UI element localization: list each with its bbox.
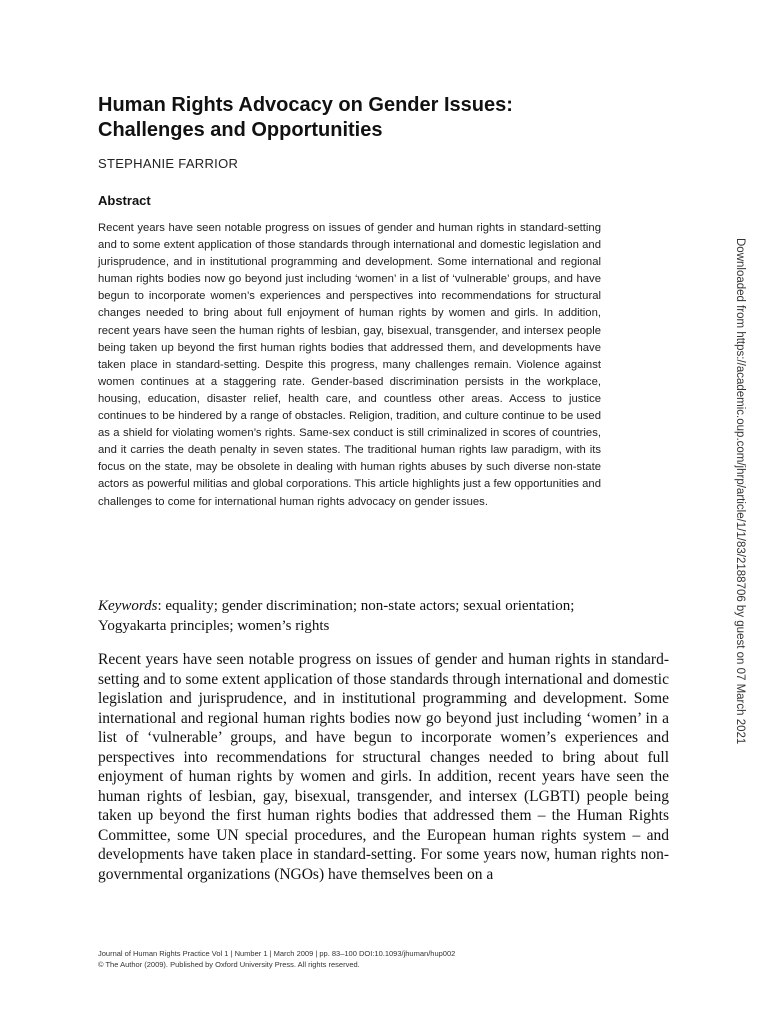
title-line-1: Human Rights Advocacy on Gender Issues:: [98, 94, 513, 116]
author-name: STEPHANIE FARRIOR: [98, 156, 239, 171]
article-title: [98, 93, 638, 143]
abstract-heading: Abstract: [98, 193, 151, 208]
abstract-text: Recent years have seen notable progress on issues of gender and human rights in standard-setting and to some extent application of those standards through international and domestic legislation and jurisprudence, and in institutional programming and development. Some international and regional human rights bodies now go beyond just including ‘women’ in a list of ‘vulnerable’ groups, and have begun to incorporate women’s experiences and perspectives into recommendations for structural changes needed to bring about full enjoyment of human rights by women and girls. In addition, recent years have seen the human rights of lesbian, gay, bisexual, transgender, and intersex people being taken up beyond the first human rights bodies that addressed them, and developments have taken place in standard-setting. Despite this progress, many challenges remain. Violence against women continues at a staggering rate. Gender-based discrimination persists in the workplace, housing, education, disaster relief, health care, and countless other areas. Access to justice continues to be hindered by a range of obstacles. Religion, tradition, and culture continue to be used as a shield for violating women’s rights. Same-sex conduct is still criminalized in scores of countries, and it carries the death penalty in seven states. The traditional human rights law paradigm, with its focus on the state, may be obsolete in dealing with human rights abuses by such diverse non-state actors as powerful militias and global corporations. This article highlights just a few opportunities and challenges to come for international human rights advocacy on gender issues.: [98, 222, 601, 508]
body-paragraph: Recent years have seen notable progress on issues of gender and human rights in standard-setting and to some extent application of those standards through international and domestic legislation and jurisprudence, and in institutional programming and development. Some international and regional human rights bodies now go beyond just including ‘women’ in a list of ‘vulnerable’ groups, and have begun to incorporate women’s experiences and perspectives into recommendations for structural changes needed to bring about full enjoyment of human rights by women and girls. In addition, recent years have seen the human rights of lesbian, gay, bisexual, transgender, and intersex (LGBTI) people being taken up beyond the first human rights bodies that addressed them – the Human Rights Committee, some UN special procedures, and the European human rights system – and developments have taken place in standard-setting. For some years now, human rights non-governmental organizations (NGOs) have themselves been on a: [98, 651, 669, 883]
title-line-2: Challenges and Opportunities: [98, 119, 383, 141]
copyright-notice: © The Author (2009). Published by Oxford University Press. All rights reserved.: [98, 960, 360, 969]
journal-citation: Journal of Human Rights Practice Vol 1 | Number 1 | March 2009 | pp. 83–100 DOI:10.1093/jhuman/hup002: [98, 949, 456, 958]
page-footer: [98, 948, 678, 970]
keywords: [98, 596, 601, 636]
keywords-list: : equality; gender discrimination; non-state actors; sexual orientation; Yogyakarta principles; women’s rights: [98, 598, 575, 634]
keywords-label: Keywords: [98, 598, 158, 614]
download-watermark: Downloaded from https://academic.oup.com/jhrp/article/1/1/83/2188706 by guest on 07 March 2021: [734, 238, 746, 745]
